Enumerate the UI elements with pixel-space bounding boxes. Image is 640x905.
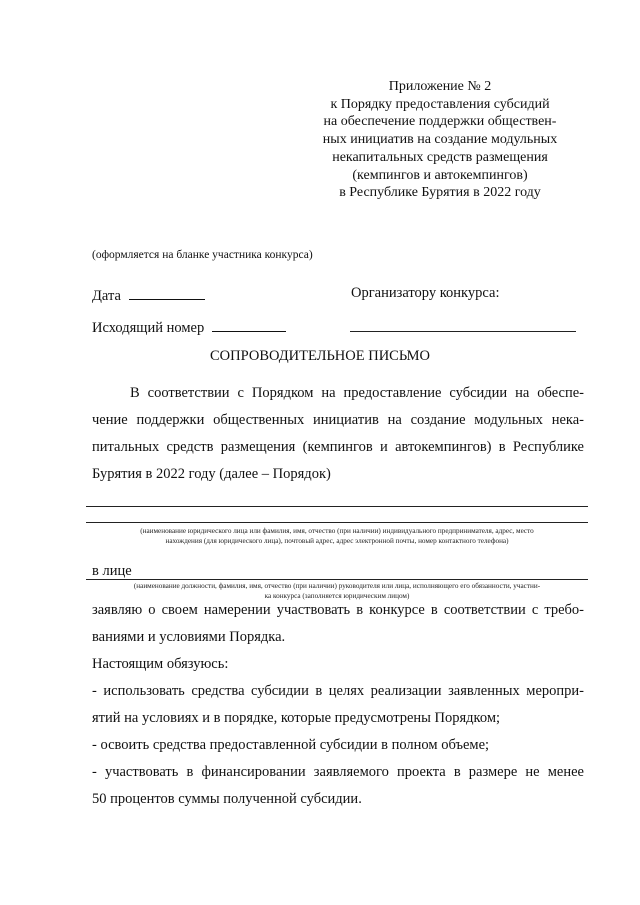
appendix-line: на обеспечение поддержки обществен- — [323, 114, 557, 130]
intro-line: питальных средств размещения (кемпингов и автокемпингов) в Республике — [92, 439, 584, 455]
appendix-line: Приложение № 2 — [388, 79, 492, 94]
representative-blank-line[interactable] — [86, 579, 588, 580]
date-blank[interactable] — [129, 285, 205, 300]
representative-hint-line: (наименование должности, фамилия, имя, отчество (при наличии) руководителя или лица, исполняющего его обязанности, участни- — [133, 582, 541, 590]
intro-line: Бурятия в 2022 году (далее – Порядок) — [92, 466, 331, 482]
appendix-header — [300, 78, 580, 202]
applicant-hint — [86, 526, 588, 546]
appendix-line: некапитальных средств размещения — [332, 149, 548, 165]
statement-line: заявляю о своем намерении участвовать в конкурсе в соответствии с требо- — [92, 602, 584, 618]
applicant-hint-line: (наименование юридического лица или фамилия, имя, отчество (при наличии) индивидуального предпринимателя, адрес, место — [140, 527, 534, 535]
obligation-header: Настоящим обязуюсь: — [92, 656, 229, 672]
page-title: СОПРОВОДИТЕЛЬНОЕ ПИСЬМО — [210, 348, 430, 364]
addressee-blank[interactable] — [350, 331, 576, 332]
appendix-line: (кемпингов и автокемпингов) — [352, 167, 528, 183]
obligation-item: ятий на условиях и в порядке, которые предусмотрены Порядком; — [92, 710, 501, 726]
representative-hint-line: ка конкурса (заполняется юридическим лицом) — [264, 592, 410, 600]
outgoing-number-blank[interactable] — [212, 317, 286, 332]
outgoing-row — [92, 317, 286, 337]
intro-paragraph — [92, 380, 584, 488]
outgoing-label: Исходящий номер — [92, 320, 205, 336]
obligation-item: - участвовать в финансировании заявляемого проекта в размере не менее — [92, 764, 584, 780]
obligation-item: - использовать средства субсидии в целях реализации заявленных меропри- — [92, 683, 584, 699]
applicant-blank-line-1[interactable] — [86, 506, 588, 507]
applicant-blank-line-2[interactable] — [86, 522, 588, 523]
intro-line: В соответствии с Порядком на предоставление субсидии на обеспе- — [130, 385, 584, 401]
appendix-line: ных инициатив на создание модульных — [322, 132, 558, 148]
appendix-line: в Республике Бурятия в 2022 году — [339, 185, 541, 201]
form-note: (оформляется на бланке участника конкурса) — [92, 249, 313, 261]
intro-line: чение поддержки общественных инициатив на создание модульных нека- — [92, 412, 584, 428]
statement-line: ваниями и условиями Порядка. — [92, 629, 286, 645]
applicant-hint-line: нахождения (для юридического лица), почтовый адрес, адрес электронной почты, номер контактного телефона) — [165, 537, 509, 545]
addressee: Организатору конкурса: — [351, 285, 500, 301]
date-row — [92, 285, 205, 305]
obligation-item: - освоить средства предоставленной субсидии в полном объеме; — [92, 737, 490, 753]
in-person-label: в лице — [92, 563, 132, 579]
statement — [92, 597, 584, 813]
appendix-line: к Порядку предоставления субсидий — [330, 96, 550, 112]
obligation-item: 50 процентов суммы полученной субсидии. — [92, 791, 362, 807]
date-label: Дата — [92, 288, 121, 304]
